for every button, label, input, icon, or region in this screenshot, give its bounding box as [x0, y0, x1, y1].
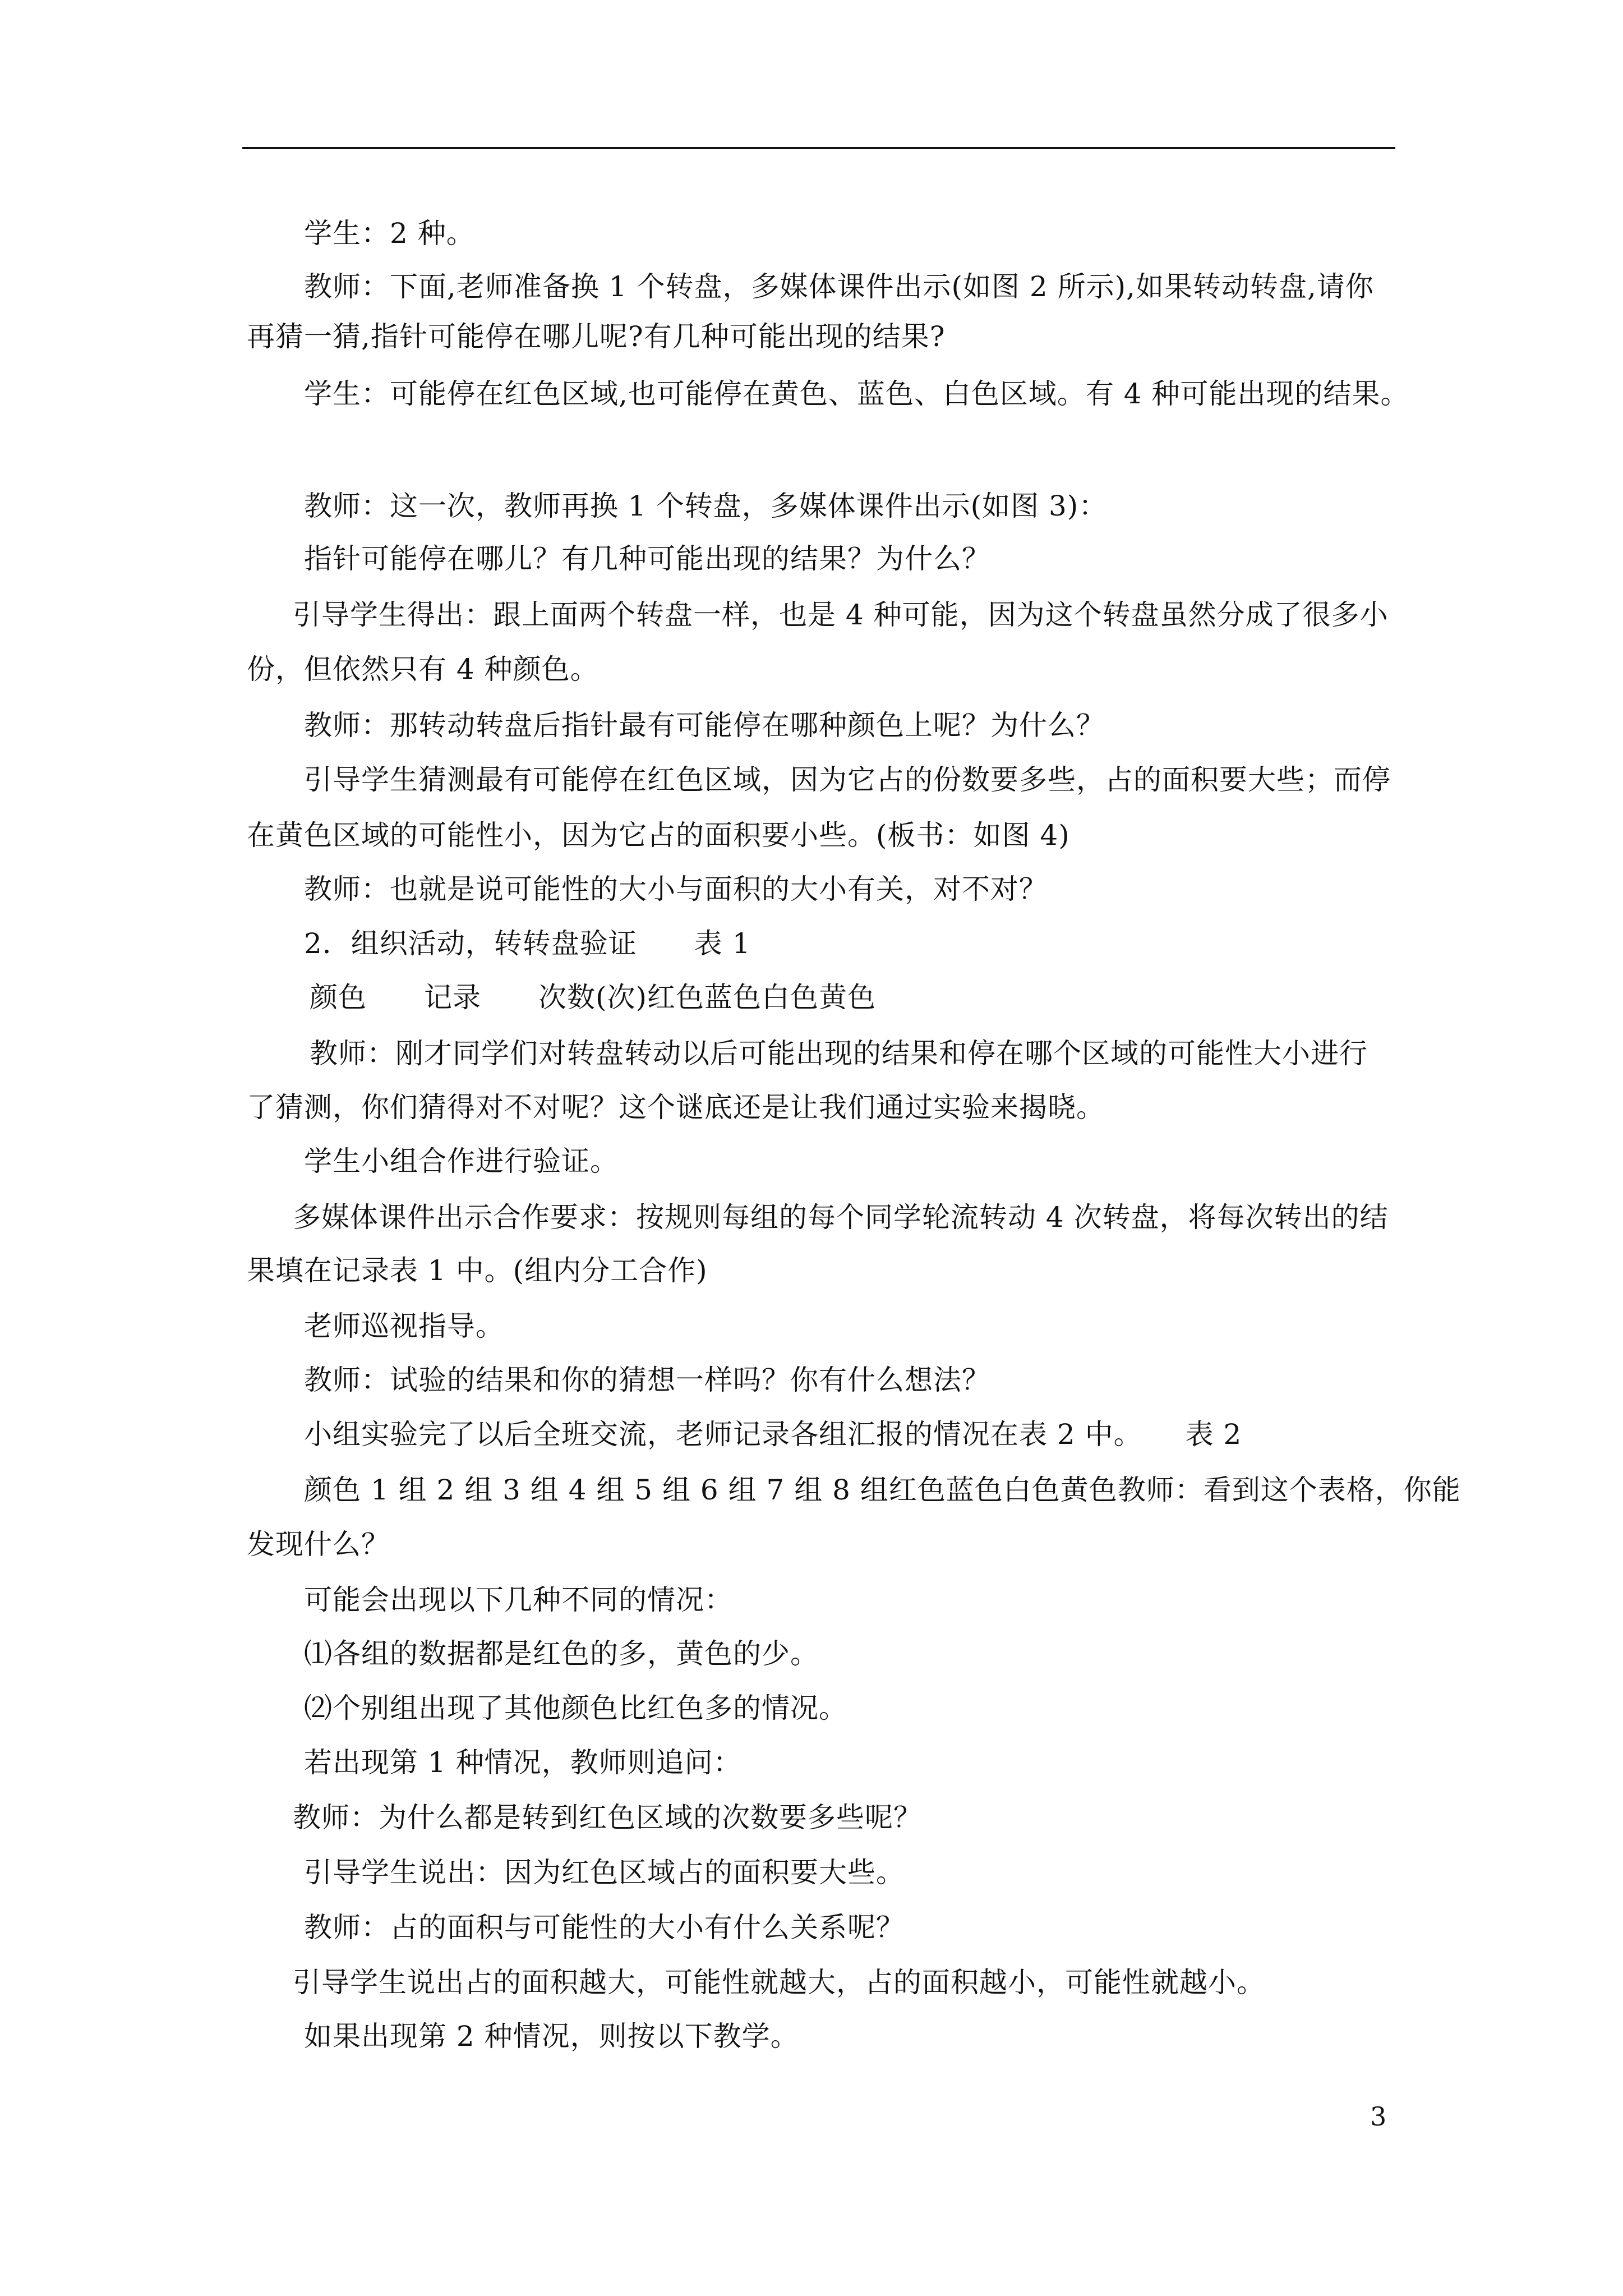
- text-line: 2．组织活动，转转盘验证 表 1: [304, 927, 751, 960]
- text-line: 发现什么？: [247, 1528, 390, 1561]
- header-rule: [242, 147, 1395, 149]
- text-line: 教师：占的面积与可能性的大小有什么关系呢？: [304, 1911, 905, 1944]
- text-line: 在黄色区域的可能性小，因为它占的面积要小些。(板书：如图 4): [247, 819, 1070, 852]
- text-line: 学生：可能停在红色区域,也可能停在黄色、蓝色、白色区域。有 4 种可能出现的结果。: [304, 378, 1409, 410]
- text-line: 指针可能停在哪儿？有几种可能出现的结果？为什么？: [304, 542, 990, 575]
- text-line: 学生：2 种。: [304, 217, 475, 250]
- text-line: 老师巡视指导。: [304, 1310, 504, 1342]
- text-line: 教师：也就是说可能性的大小与面积的大小有关，对不对？: [304, 873, 1048, 905]
- text-line: 教师：为什么都是转到红色区域的次数要多些呢？: [293, 1801, 922, 1834]
- text-line: 多媒体课件出示合作要求：按规则每组的每个同学轮流转动 4 次转盘，将每次转出的结: [293, 1201, 1389, 1234]
- text-line: 教师：那转动转盘后指针最有可能停在哪种颜色上呢？为什么？: [304, 709, 1105, 742]
- text-line: 引导学生说出：因为红色区域占的面积要大些。: [304, 1856, 905, 1889]
- text-line: ⑴各组的数据都是红色的多，黄色的少。: [304, 1637, 819, 1670]
- text-line: 份，但依然只有 4 种颜色。: [247, 653, 599, 685]
- text-line: 引导学生得出：跟上面两个转盘一样，也是 4 种可能，因为这个转盘虽然分成了很多小: [293, 599, 1389, 631]
- text-line: 再猜一猜,指针可能停在哪儿呢?有几种可能出现的结果?: [247, 320, 946, 353]
- text-line: 颜色 记录 次数(次)红色蓝色白色黄色: [310, 981, 877, 1014]
- text-line: 若出现第 1 种情况，教师则追问：: [304, 1746, 742, 1779]
- text-line: 小组实验完了以后全班交流，老师记录各组汇报的情况在表 2 中。 表 2: [304, 1418, 1242, 1451]
- text-line: 如果出现第 2 种情况，则按以下教学。: [304, 2020, 799, 2053]
- text-line: 教师：这一次，教师再换 1 个转盘，多媒体课件出示(如图 3)：: [304, 490, 1108, 522]
- text-line: 教师：刚才同学们对转盘转动以后可能出现的结果和停在哪个区域的可能性大小进行: [310, 1037, 1368, 1070]
- text-line: 学生小组合作进行验证。: [304, 1145, 619, 1177]
- text-line: 引导学生说出占的面积越大，可能性就越大，占的面积越小，可能性就越小。: [293, 1966, 1265, 1999]
- text-line: ⑵个别组出现了其他颜色比红色多的情况。: [304, 1692, 847, 1724]
- text-line: 颜色 1 组 2 组 3 组 4 组 5 组 6 组 7 组 8 组红色蓝色白色黄色教师：看到这个表格，你能: [304, 1474, 1461, 1506]
- text-line: 了猜测，你们猜得对不对呢？这个谜底还是让我们通过实验来揭晓。: [247, 1091, 1105, 1124]
- text-line: 教师：试验的结果和你的猜想一样吗？你有什么想法？: [304, 1364, 990, 1396]
- text-line: 引导学生猜测最有可能停在红色区域，因为它占的份数要多些，占的面积要大些；而停: [304, 763, 1391, 796]
- text-line: 可能会出现以下几种不同的情况：: [304, 1584, 733, 1616]
- text-line: 教师：下面,老师准备换 1 个转盘，多媒体课件出示(如图 2 所示),如果转动转盘,请你: [304, 270, 1374, 303]
- page-number: 3: [1370, 2101, 1387, 2132]
- text-line: 果填在记录表 1 中。(组内分工合作): [247, 1254, 708, 1287]
